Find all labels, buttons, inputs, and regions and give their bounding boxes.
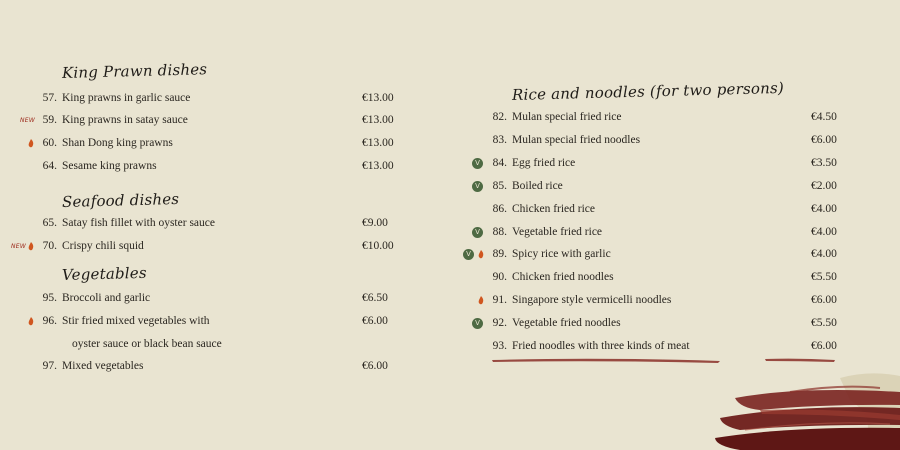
item-price: €6.00 bbox=[362, 315, 388, 327]
item-price: €13.00 bbox=[362, 114, 394, 126]
item-name: oyster sauce or black bean sauce bbox=[72, 338, 222, 350]
item-price: €13.00 bbox=[362, 92, 394, 104]
menu-item bbox=[492, 176, 563, 196]
item-number: 97. bbox=[42, 360, 57, 372]
menu-item bbox=[492, 336, 690, 356]
item-price: €6.00 bbox=[362, 360, 388, 372]
menu-item bbox=[492, 290, 672, 310]
item-number: 83. bbox=[492, 134, 507, 146]
item-name: Crispy chili squid bbox=[62, 240, 144, 252]
item-number: 59. bbox=[42, 114, 57, 126]
item-number: 65. bbox=[42, 217, 57, 229]
item-name: Sesame king prawns bbox=[62, 160, 157, 172]
menu-item bbox=[72, 334, 222, 354]
item-number: 88. bbox=[492, 226, 507, 238]
item-name: King prawns in garlic sauce bbox=[62, 92, 191, 104]
item-number: 90. bbox=[492, 271, 507, 283]
item-name: Chicken fried noodles bbox=[512, 271, 614, 283]
item-name: King prawns in satay sauce bbox=[62, 114, 188, 126]
item-price: €6.00 bbox=[811, 294, 837, 306]
menu-item bbox=[492, 244, 611, 264]
menu-item bbox=[42, 236, 144, 256]
item-name: Egg fried rice bbox=[512, 157, 576, 169]
menu-item bbox=[492, 130, 641, 150]
menu-item bbox=[42, 288, 151, 308]
item-marker bbox=[27, 311, 35, 331]
item-marker bbox=[477, 244, 485, 264]
section-heading: King Prawn dishes bbox=[61, 60, 208, 82]
item-marker bbox=[472, 153, 483, 173]
item-price: €5.50 bbox=[811, 317, 837, 329]
item-name: Stir fried mixed vegetables with bbox=[62, 315, 210, 327]
item-marker bbox=[27, 133, 35, 153]
item-number: 85. bbox=[492, 180, 507, 192]
menu-item bbox=[42, 156, 157, 176]
menu-item bbox=[492, 222, 603, 242]
section-heading: Rice and noodles (for two persons) bbox=[511, 78, 785, 104]
item-price: €6.50 bbox=[362, 292, 388, 304]
chili-icon bbox=[27, 241, 35, 251]
vegetarian-icon: V bbox=[472, 318, 483, 329]
menu-item bbox=[492, 267, 614, 287]
item-price: €4.00 bbox=[811, 248, 837, 260]
item-marker bbox=[472, 176, 483, 196]
vegetarian-icon: V bbox=[472, 158, 483, 169]
item-number: 91. bbox=[492, 294, 507, 306]
item-price: €13.00 bbox=[362, 160, 394, 172]
item-marker bbox=[477, 290, 485, 310]
item-name: Mulan special fried noodles bbox=[512, 134, 641, 146]
item-marker bbox=[463, 244, 474, 264]
item-name: Shan Dong king prawns bbox=[62, 137, 173, 149]
item-name: Broccoli and garlic bbox=[62, 292, 151, 304]
item-price: €4.00 bbox=[811, 203, 837, 215]
menu-item bbox=[42, 356, 144, 376]
item-marker bbox=[27, 236, 35, 256]
vegetarian-icon: V bbox=[472, 181, 483, 192]
item-name: Fried noodles with three kinds of meat bbox=[512, 340, 690, 352]
item-number: 70. bbox=[42, 240, 57, 252]
item-name: Mulan special fried rice bbox=[512, 111, 622, 123]
item-price: €10.00 bbox=[362, 240, 394, 252]
item-number: 96. bbox=[42, 315, 57, 327]
section-heading: Vegetables bbox=[61, 263, 147, 284]
vegetarian-icon: V bbox=[472, 227, 483, 238]
item-marker bbox=[11, 236, 26, 256]
item-number: 84. bbox=[492, 157, 507, 169]
item-marker bbox=[472, 313, 483, 333]
vegetarian-icon: V bbox=[463, 249, 474, 260]
item-name: Vegetable fried noodles bbox=[512, 317, 621, 329]
menu-item bbox=[42, 88, 191, 108]
menu-item bbox=[492, 313, 621, 333]
new-label: NEW bbox=[20, 116, 36, 124]
item-number: 95. bbox=[42, 292, 57, 304]
item-number: 60. bbox=[42, 137, 57, 149]
item-name: Singapore style vermicelli noodles bbox=[512, 294, 672, 306]
item-price: €9.00 bbox=[362, 217, 388, 229]
menu-item bbox=[42, 213, 215, 233]
item-price: €6.00 bbox=[811, 340, 837, 352]
item-number: 86. bbox=[492, 203, 507, 215]
section-heading: Seafood dishes bbox=[61, 189, 180, 211]
item-name: Spicy rice with garlic bbox=[512, 248, 611, 260]
item-price: €2.00 bbox=[811, 180, 837, 192]
item-marker bbox=[20, 110, 35, 130]
item-name: Mixed vegetables bbox=[62, 360, 144, 372]
menu-item bbox=[42, 311, 210, 331]
chili-icon bbox=[477, 295, 485, 305]
item-price: €4.50 bbox=[811, 111, 837, 123]
chili-icon bbox=[477, 249, 485, 259]
menu-item bbox=[492, 153, 576, 173]
item-price: €4.00 bbox=[811, 226, 837, 238]
item-number: 82. bbox=[492, 111, 507, 123]
item-number: 93. bbox=[492, 340, 507, 352]
item-price: €5.50 bbox=[811, 271, 837, 283]
item-marker bbox=[472, 222, 483, 242]
new-label: NEW bbox=[11, 242, 27, 250]
menu-item bbox=[42, 133, 173, 153]
item-name: Satay fish fillet with oyster sauce bbox=[62, 217, 215, 229]
menu-item bbox=[492, 107, 622, 127]
item-price: €6.00 bbox=[811, 134, 837, 146]
menu-item bbox=[492, 199, 596, 219]
item-number: 92. bbox=[492, 317, 507, 329]
item-price: €3.50 bbox=[811, 157, 837, 169]
chili-icon bbox=[27, 316, 35, 326]
chili-icon bbox=[27, 138, 35, 148]
item-name: Vegetable fried rice bbox=[512, 226, 603, 238]
item-price: €13.00 bbox=[362, 137, 394, 149]
item-number: 64. bbox=[42, 160, 57, 172]
menu-item bbox=[42, 110, 188, 130]
item-number: 57. bbox=[42, 92, 57, 104]
item-name: Boiled rice bbox=[512, 180, 563, 192]
item-number: 89. bbox=[492, 248, 507, 260]
item-name: Chicken fried rice bbox=[512, 203, 596, 215]
